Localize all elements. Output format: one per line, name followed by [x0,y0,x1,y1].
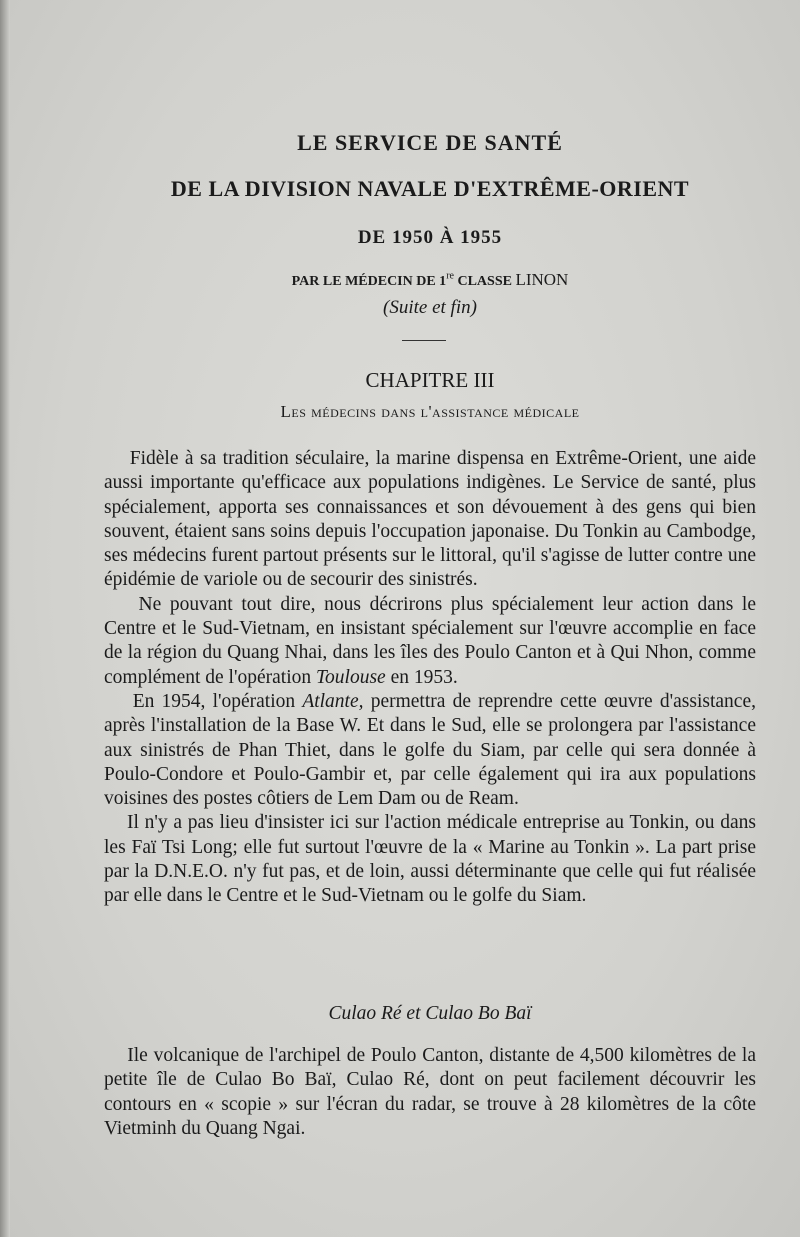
paragraph-4-text: Il n'y a pas lieu d'insister ici sur l'action médicale entreprise au Tonkin, ou dans les Faï Tsi Long; elle fut surtout l'œuvre de la « Marine au Tonkin ». La part prise par la D.N.E.O. n'y fut pas, et de loin, aussi déterminante que celle qui fut réalisée par elle dans le Centre et le Sud-Vietnam ou le golfe du Siam. [104,812,757,907]
chapter-number: CHAPITRE III [365,368,495,392]
paragraph-3-end: permettra de reprendre cette œuvre d'assistance, après l'installation de la Base W. Et dans le Sud, elle se prolongera par l'assistance aux sinistrés de Phan Thiet, dans le golfe du Siam, par celle qui sera donnée à Poulo-Condore et Poulo-Gambir et, par celle également qui ira aux populations voisines des postes côtiers de Lem Dam ou de Ream. [104,690,756,810]
paragraph-3-text: En 1954, l'opération [132,690,303,712]
divider-rule [402,340,446,341]
paragraph-1-text: Fidèle à sa tradition séculaire, la marine dispensa en Extrême-Orient, une aide aussi importante qu'efficace aux populations indigènes. Le Service de santé, plus spécialement, apporta ses connaissances et son dévouement à des gens qui bien souvent, étaient sans soins depuis l'occupation japonaise. Du Tonkin au Cambodge, ses médecins furent partout présents sur le littoral, qu'il s'agisse de lutter contre une épidémie de variole ou de secourir des sinistrés. [104,448,757,591]
paragraph-2-italic: Toulouse [316,666,386,688]
chapter-subtitle: Les médecins dans l'assistance médicale [280,402,580,421]
title-line-1: LE SERVICE DE SANTÉ [297,130,563,155]
section-title: Culao Ré et Culao Bo Baï [328,1003,532,1024]
body-text [104,447,756,909]
byline-sup: re [446,270,454,282]
section-body [104,1044,756,1141]
byline [104,270,756,290]
section-paragraph [104,1044,756,1141]
title-line-2: DE LA DIVISION NAVALE D'EXTRÊME-ORIENT [170,176,690,201]
suite-note: (Suite et fin) [383,297,477,318]
title-line-3: DE 1950 À 1955 [357,227,503,248]
byline-prefix: PAR LE MÉDECIN DE 1 [291,274,447,289]
page-edge-shadow [0,0,10,1237]
byline-author: LINON [515,270,569,289]
paragraph-4 [104,811,756,908]
paragraph-3 [104,690,756,811]
paragraph-1 [104,447,756,593]
paragraph-2 [104,593,756,690]
byline-rank: CLASSE [453,274,516,289]
paragraph-3-italic: Atlante, [302,690,364,712]
section-paragraph-text: Ile volcanique de l'archipel de Poulo Canton, distante de 4,500 kilomètres de la petite île de Culao Bo Baï, Culao Ré, dont on peut facilement découvrir les contours en « scopie » sur l'écran du radar, se trouve à 28 kilomètres de la côte Vietminh du Quang Ngai. [104,1045,757,1139]
paragraph-2-text: Ne pouvant tout dire, nous décrirons plus spécialement leur action dans le Centre et le Sud-Vietnam, en insistant spécialement sur l'œuvre accomplie en face de la région du Quang Nhai, dans les îles des Poulo Canton et à Qui Nhon, comme complément de l'opération [104,593,757,688]
paragraph-2-end: en 1953. [385,666,458,688]
